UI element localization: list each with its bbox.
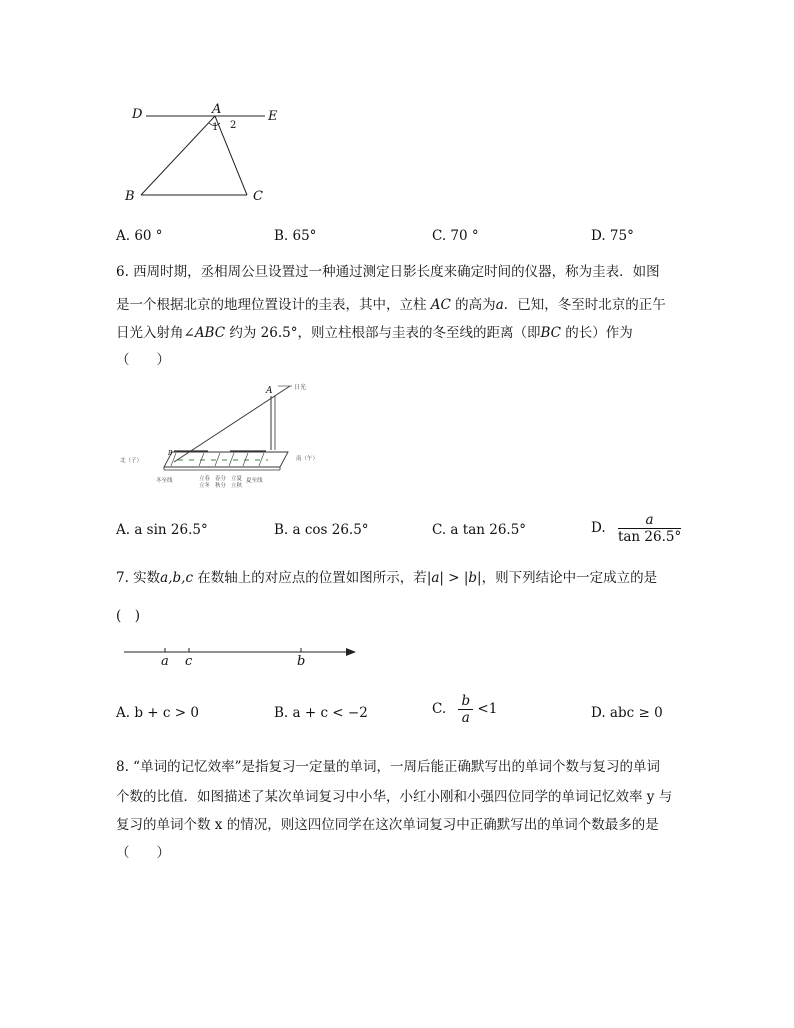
- lixia-label: 立夏: [231, 476, 243, 482]
- q6-var-ac: AC: [430, 297, 451, 313]
- q6-option-d[interactable]: [591, 512, 681, 545]
- q5-option-a[interactable]: A. 60 °: [116, 228, 163, 244]
- q7-answer-paren: ( ): [116, 608, 141, 624]
- q6-line-2-text-b: 的高为: [450, 297, 496, 313]
- q6-line-2: [116, 295, 666, 315]
- q6-line-3-text-c: 的长）作为: [560, 325, 633, 341]
- fraction-denominator: tan 26.5°: [617, 529, 682, 545]
- q7-option-c-fraction: [458, 693, 473, 726]
- label-e: E: [268, 109, 278, 124]
- lidong-label: 立冬: [199, 483, 211, 489]
- q7-option-b[interactable]: B. a + c < −2: [274, 705, 368, 721]
- axis-arrow: [346, 648, 356, 656]
- q7-vars: a,b,c: [160, 570, 194, 586]
- label-d: D: [132, 107, 143, 122]
- q6-answer-paren: （ ）: [116, 352, 170, 368]
- q6-line-3-text-a: 日光入射角∠: [116, 325, 195, 341]
- side-ab: [141, 116, 215, 195]
- q6-line-2-text-c: ．已知，冬至时北京的正午: [503, 297, 666, 313]
- q5-option-c[interactable]: C. 70 °: [432, 228, 479, 244]
- fraction-numerator: b: [458, 693, 473, 710]
- qiufen-label: 秋分: [215, 483, 227, 489]
- q6-option-b[interactable]: B. a cos 26.5°: [274, 522, 369, 538]
- q5-option-d[interactable]: D. 75°: [591, 228, 634, 244]
- label-a: A: [212, 102, 222, 117]
- q7-option-d[interactable]: D. abc ≥ 0: [591, 705, 663, 721]
- sun-label: 日光: [294, 384, 307, 391]
- q8-answer-paren: （ ）: [116, 845, 170, 861]
- q6-var-abc: ABC: [194, 325, 226, 341]
- label-c: C: [253, 189, 263, 204]
- liqiu-label: 立秋: [231, 483, 243, 489]
- q7-option-c-tail: <1: [477, 701, 498, 717]
- fraction-denominator: a: [461, 710, 470, 726]
- q6-line-3: [116, 323, 633, 343]
- q7-option-a[interactable]: A. b + c > 0: [116, 705, 199, 721]
- q8-line-2: 个数的比值．如图描述了某次单词复习中小华，小红小刚和小强四位同学的单词记忆效率 y 与: [116, 789, 673, 805]
- winter-solstice-label: 冬至线: [156, 478, 173, 484]
- summer-solstice-label: 夏至线: [246, 478, 263, 484]
- north-label: 北（子）: [120, 458, 143, 464]
- south-label: 南（午）: [296, 456, 319, 462]
- q6-var-a: a: [495, 297, 504, 313]
- q6-var-bc: BC: [540, 325, 561, 341]
- q6-option-d-prefix: D.: [591, 520, 606, 536]
- label-b: B: [125, 189, 135, 204]
- triangle-diagram: [120, 100, 290, 210]
- q5-figure: [120, 100, 290, 210]
- angle-2-label: 2: [230, 120, 237, 131]
- q7-line-1-text-c: ，则下列结论中一定成立的是: [481, 570, 658, 586]
- q7-line-1: [116, 568, 657, 588]
- chunfen-label: 春分: [215, 476, 227, 482]
- q6-gnomon-figure: [118, 380, 338, 492]
- q8-line-3: 复习的单词个数 x 的情况，则这四位同学在这次单词复习中正确默写出的单词个数最多的是: [116, 817, 659, 833]
- q7-line-1-text-b: 在数轴上的对应点的位置如图所示，若: [193, 570, 427, 586]
- q6-option-c[interactable]: C. a tan 26.5°: [432, 522, 527, 538]
- lichun-label: 立春: [199, 476, 211, 482]
- q7-number-line: [124, 642, 364, 672]
- gnomon-label-a: A: [266, 386, 273, 396]
- angle-1-label: 1: [212, 122, 219, 133]
- q7-condition: |a| > |b|: [426, 570, 482, 586]
- gnomon-diagram: [118, 380, 338, 492]
- point-a-label: a: [161, 654, 169, 669]
- q8-line-1: 8. “单词的记忆效率”是指复习一定量的单词，一周后能正确默写出的单词个数与复习的单词: [116, 759, 660, 775]
- q6-line-1: 6. 西周时期，丞相周公旦设置过一种通过测定日影长度来确定时间的仪器，称为圭表．如图: [116, 264, 660, 280]
- q7-option-c[interactable]: [432, 693, 497, 726]
- q6-line-2-text-a: 是一个根据北京的地理位置设计的圭表，其中，立柱: [116, 297, 431, 313]
- q7-option-c-prefix: C.: [432, 701, 447, 717]
- q6-option-d-fraction: [618, 512, 681, 545]
- gnomon-label-b: B: [168, 450, 173, 457]
- fraction-numerator: a: [618, 512, 681, 529]
- q6-option-a[interactable]: A. a sin 26.5°: [116, 522, 208, 538]
- number-line-svg: [124, 642, 364, 672]
- point-c-label: c: [185, 654, 193, 669]
- q7-line-1-text-a: 7. 实数: [116, 570, 161, 586]
- q6-line-3-text-b: 约为 26.5°，则立柱根部与圭表的冬至线的距离（即: [225, 325, 541, 341]
- point-b-label: b: [297, 654, 306, 669]
- q5-option-b[interactable]: B. 65°: [274, 228, 317, 244]
